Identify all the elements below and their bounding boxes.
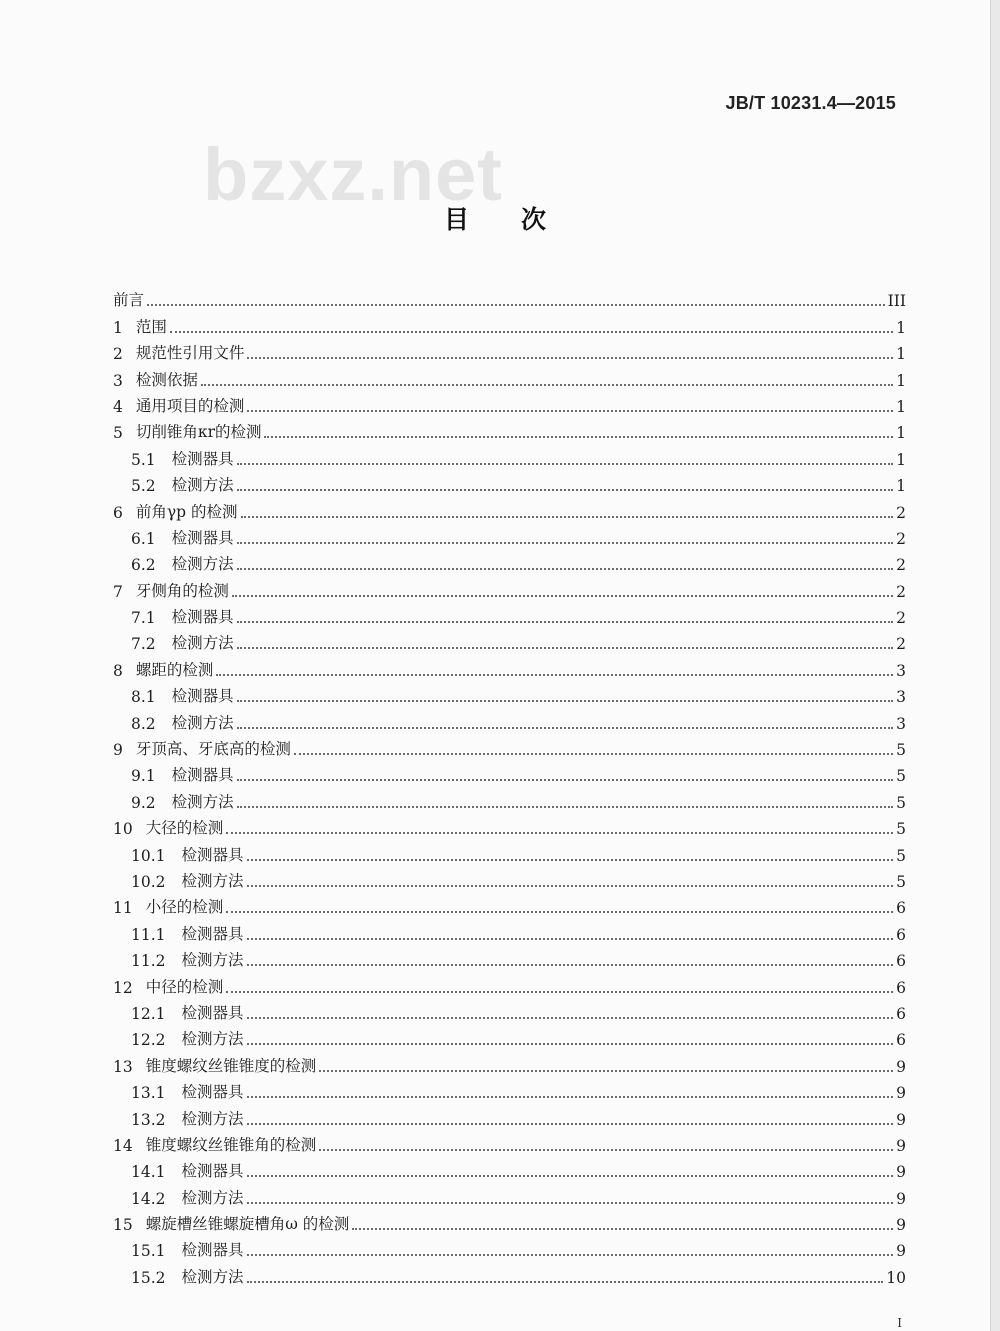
toc-leader-dots <box>247 1201 893 1204</box>
toc-entry-number: 11.1 <box>131 925 166 944</box>
toc-entry-label: 检测方法 <box>181 1109 244 1128</box>
toc-leader-dots <box>237 620 893 623</box>
toc-entry-page: 6 <box>896 1031 906 1050</box>
toc-entry[interactable] <box>113 891 906 917</box>
toc-entry[interactable] <box>113 944 906 970</box>
toc-entry[interactable] <box>113 1260 906 1286</box>
toc-entry[interactable] <box>113 627 906 653</box>
toc-entry-number: 7.2 <box>131 635 156 654</box>
toc-leader-dots <box>247 963 893 966</box>
toc-entry[interactable] <box>113 601 906 627</box>
toc-leader-dots <box>247 1122 893 1125</box>
toc-entry-page: 1 <box>896 424 906 443</box>
page-number: I <box>897 1316 902 1330</box>
toc-entry[interactable] <box>113 865 906 891</box>
toc-entry-page: 9 <box>896 1163 906 1182</box>
toc-entry-page: 2 <box>896 582 906 601</box>
toc-entry-label: 检测器具 <box>181 924 244 943</box>
toc-entry-number: 6.1 <box>131 529 156 548</box>
toc-leader-dots <box>237 699 893 702</box>
toc-leader-dots <box>247 884 893 887</box>
toc-entry-label: 检测器具 <box>181 1162 244 1181</box>
toc-entry-label: 前言 <box>113 291 145 310</box>
toc-entry-label: 锥度螺纹丝锥锥角的检测 <box>145 1135 317 1154</box>
toc-entry-page: 9 <box>896 1216 906 1235</box>
toc-leader-dots <box>237 646 893 649</box>
toc-entry-number: 6 <box>113 503 123 522</box>
toc-leader-dots <box>237 805 893 808</box>
toc-entry-number: 13.2 <box>131 1110 166 1129</box>
toc-entry-number: 13.1 <box>131 1084 166 1103</box>
toc-entry-label: 检测器具 <box>171 766 234 785</box>
toc-entry-page: 9 <box>896 1084 906 1103</box>
toc-entry[interactable] <box>113 970 906 996</box>
toc-entry-page: 9 <box>896 1189 906 1208</box>
toc-leader-dots <box>264 435 893 438</box>
toc-leader-dots <box>237 488 893 491</box>
toc-entry-number: 4 <box>113 397 123 416</box>
toc-entry-label: 中径的检测 <box>145 977 224 996</box>
toc-entry-label: 检测方法 <box>181 1267 244 1286</box>
toc-entry-number: 14.1 <box>131 1163 166 1182</box>
toc-entry-label: 小径的检测 <box>145 898 224 917</box>
toc-entry[interactable] <box>113 310 906 336</box>
toc-entry-label: 牙顶高、牙底高的检测 <box>135 740 291 759</box>
toc-entry[interactable] <box>113 759 906 785</box>
toc-entry-page: 2 <box>896 529 906 548</box>
toc-entry-number: 8 <box>113 661 123 680</box>
toc-entry-page: 3 <box>896 714 906 733</box>
toc-entry-page: 5 <box>896 741 906 760</box>
toc-entry-page: 1 <box>896 345 906 364</box>
page-title: 目次 <box>443 205 598 234</box>
toc-entry-number: 9.2 <box>131 793 156 812</box>
toc-entry-page: 6 <box>896 899 906 918</box>
toc-entry-page: 5 <box>896 872 906 891</box>
toc-leader-dots <box>247 937 893 940</box>
toc-entry-page: 2 <box>896 635 906 654</box>
toc-entry-label: 螺距的检测 <box>135 660 214 679</box>
toc-entry-label: 检测器具 <box>181 1241 244 1260</box>
toc-entry-label: 检测依据 <box>135 370 198 389</box>
toc-entry-number: 9 <box>113 741 123 760</box>
toc-entry-label: 前角γp 的检测 <box>135 502 238 521</box>
toc-entry-page: 3 <box>896 661 906 680</box>
toc-entry-page: 1 <box>896 371 906 390</box>
toc-entry-number: 7 <box>113 582 123 601</box>
toc-leader-dots <box>319 1148 893 1151</box>
toc-entry-label: 规范性引用文件 <box>135 344 245 363</box>
toc-entry[interactable] <box>113 1234 906 1260</box>
toc-entry[interactable] <box>113 812 906 838</box>
toc-entry-page: 1 <box>896 318 906 337</box>
toc-leader-dots <box>294 752 893 755</box>
table-of-contents <box>113 284 906 1287</box>
toc-leader-dots <box>226 990 893 993</box>
toc-leader-dots <box>237 567 893 570</box>
toc-leader-dots <box>237 726 893 729</box>
toc-entry[interactable] <box>113 1208 906 1234</box>
toc-entry-number: 11 <box>113 899 133 918</box>
toc-entry[interactable] <box>113 1049 906 1075</box>
toc-leader-dots <box>247 1042 893 1045</box>
toc-entry-number: 5.1 <box>131 450 156 469</box>
toc-entry-number: 8.1 <box>131 688 156 707</box>
toc-entry-label: 检测方法 <box>181 871 244 890</box>
toc-entry-label: 大径的检测 <box>145 819 224 838</box>
toc-leader-dots <box>352 1227 893 1230</box>
toc-entry-page: 5 <box>896 767 906 786</box>
toc-entry-page: 1 <box>896 397 906 416</box>
toc-entry-page: 9 <box>896 1057 906 1076</box>
toc-entry-page: 5 <box>896 793 906 812</box>
toc-entry-page: 1 <box>896 477 906 496</box>
toc-entry-page: 2 <box>896 503 906 522</box>
toc-entry-label: 检测方法 <box>171 476 234 495</box>
toc-entry-number: 12 <box>113 978 133 997</box>
toc-entry[interactable] <box>113 1181 906 1207</box>
toc-entry-page: III <box>887 292 906 311</box>
toc-leader-dots <box>237 778 893 781</box>
toc-entry-page: 5 <box>896 846 906 865</box>
toc-entry[interactable] <box>113 1023 906 1049</box>
toc-entry-number: 14 <box>113 1136 133 1155</box>
toc-entry-number: 1 <box>113 318 123 337</box>
toc-leader-dots <box>247 1095 893 1098</box>
toc-leader-dots <box>170 330 893 333</box>
toc-leader-dots <box>226 831 893 834</box>
toc-leader-dots <box>237 462 893 465</box>
toc-entry[interactable] <box>113 548 906 574</box>
toc-entry-page: 3 <box>896 688 906 707</box>
toc-entry-page: 9 <box>896 1136 906 1155</box>
toc-entry[interactable] <box>113 522 906 548</box>
toc-entry[interactable] <box>113 653 906 679</box>
toc-entry-label: 检测器具 <box>171 528 234 547</box>
toc-entry-label: 检测方法 <box>171 634 234 653</box>
toc-leader-dots <box>226 910 893 913</box>
document-code: JB/T 10231.4—2015 <box>725 93 896 113</box>
toc-entry-label: 切削锥角κr的检测 <box>135 423 262 442</box>
toc-entry-label: 检测方法 <box>181 951 244 970</box>
toc-entry[interactable] <box>113 706 906 732</box>
toc-entry[interactable] <box>113 917 906 943</box>
toc-leader-dots <box>247 858 893 861</box>
toc-entry-label: 范围 <box>135 317 167 336</box>
toc-entry-number: 12.1 <box>131 1004 166 1023</box>
toc-entry[interactable] <box>113 680 906 706</box>
toc-entry[interactable] <box>113 363 906 389</box>
toc-entry-page: 9 <box>896 1110 906 1129</box>
toc-entry-number: 14.2 <box>131 1189 166 1208</box>
toc-entry[interactable] <box>113 733 906 759</box>
toc-entry[interactable] <box>113 284 906 310</box>
toc-entry-number: 15.1 <box>131 1242 166 1261</box>
toc-entry-page: 10 <box>886 1268 906 1287</box>
toc-entry-label: 检测器具 <box>181 1083 244 1102</box>
toc-entry-label: 检测器具 <box>171 449 234 468</box>
toc-entry-number: 9.1 <box>131 767 156 786</box>
toc-entry-number: 2 <box>113 345 123 364</box>
toc-entry-label: 检测方法 <box>171 792 234 811</box>
toc-entry-label: 锥度螺纹丝锥锥度的检测 <box>145 1056 317 1075</box>
toc-entry-number: 11.2 <box>131 952 166 971</box>
toc-entry-number: 3 <box>113 371 123 390</box>
toc-entry-label: 检测方法 <box>171 713 234 732</box>
toc-leader-dots <box>241 515 894 518</box>
toc-leader-dots <box>247 1174 893 1177</box>
toc-leader-dots <box>319 1069 893 1072</box>
toc-entry[interactable] <box>113 495 906 521</box>
toc-entry[interactable] <box>113 469 906 495</box>
toc-leader-dots <box>247 1280 884 1283</box>
toc-entry-label: 检测器具 <box>181 845 244 864</box>
toc-leader-dots <box>247 1016 893 1019</box>
toc-entry-page: 6 <box>896 978 906 997</box>
toc-entry-page: 2 <box>896 609 906 628</box>
toc-entry-label: 通用项目的检测 <box>135 396 245 415</box>
toc-entry-number: 6.2 <box>131 556 156 575</box>
toc-entry-number: 8.2 <box>131 714 156 733</box>
toc-entry-label: 牙侧角的检测 <box>135 581 229 600</box>
toc-entry-page: 6 <box>896 925 906 944</box>
toc-entry-page: 6 <box>896 952 906 971</box>
toc-entry-number: 15.2 <box>131 1268 166 1287</box>
toc-leader-dots <box>247 1253 893 1256</box>
toc-entry-label: 检测方法 <box>171 555 234 574</box>
toc-entry-page: 9 <box>896 1242 906 1261</box>
toc-entry-label: 检测方法 <box>181 1030 244 1049</box>
toc-entry-page: 6 <box>896 1004 906 1023</box>
toc-leader-dots <box>247 356 893 359</box>
toc-entry[interactable] <box>113 1102 906 1128</box>
toc-entry-number: 12.2 <box>131 1031 166 1050</box>
toc-entry[interactable] <box>113 390 906 416</box>
toc-leader-dots <box>237 541 893 544</box>
toc-entry-number: 5 <box>113 424 123 443</box>
toc-leader-dots <box>232 594 893 597</box>
toc-entry-page: 1 <box>896 450 906 469</box>
toc-leader-dots <box>247 409 893 412</box>
toc-entry[interactable] <box>113 785 906 811</box>
toc-entry-label: 检测器具 <box>171 687 234 706</box>
toc-leader-dots <box>216 673 893 676</box>
toc-entry-number: 10.2 <box>131 872 166 891</box>
toc-entry-label: 检测器具 <box>171 608 234 627</box>
watermark: bzxz.net <box>203 133 503 216</box>
toc-entry-number: 7.1 <box>131 609 156 628</box>
toc-entry[interactable] <box>113 337 906 363</box>
toc-entry-number: 13 <box>113 1057 133 1076</box>
toc-entry[interactable] <box>113 1129 906 1155</box>
toc-entry[interactable] <box>113 997 906 1023</box>
toc-entry-number: 10 <box>113 820 133 839</box>
toc-entry[interactable] <box>113 574 906 600</box>
toc-entry[interactable] <box>113 416 906 442</box>
toc-entry[interactable] <box>113 442 906 468</box>
toc-entry-number: 10.1 <box>131 846 166 865</box>
toc-entry[interactable] <box>113 1155 906 1181</box>
toc-entry[interactable] <box>113 1076 906 1102</box>
toc-entry-number: 15 <box>113 1216 133 1235</box>
toc-entry-page: 2 <box>896 556 906 575</box>
toc-entry-label: 检测器具 <box>181 1003 244 1022</box>
toc-leader-dots <box>147 303 885 306</box>
toc-entry[interactable] <box>113 838 906 864</box>
toc-entry-number: 5.2 <box>131 477 156 496</box>
toc-entry-label: 螺旋槽丝锥螺旋槽角ω 的检测 <box>145 1215 350 1234</box>
toc-entry-label: 检测方法 <box>181 1188 244 1207</box>
toc-entry-page: 5 <box>896 820 906 839</box>
toc-leader-dots <box>201 383 893 386</box>
